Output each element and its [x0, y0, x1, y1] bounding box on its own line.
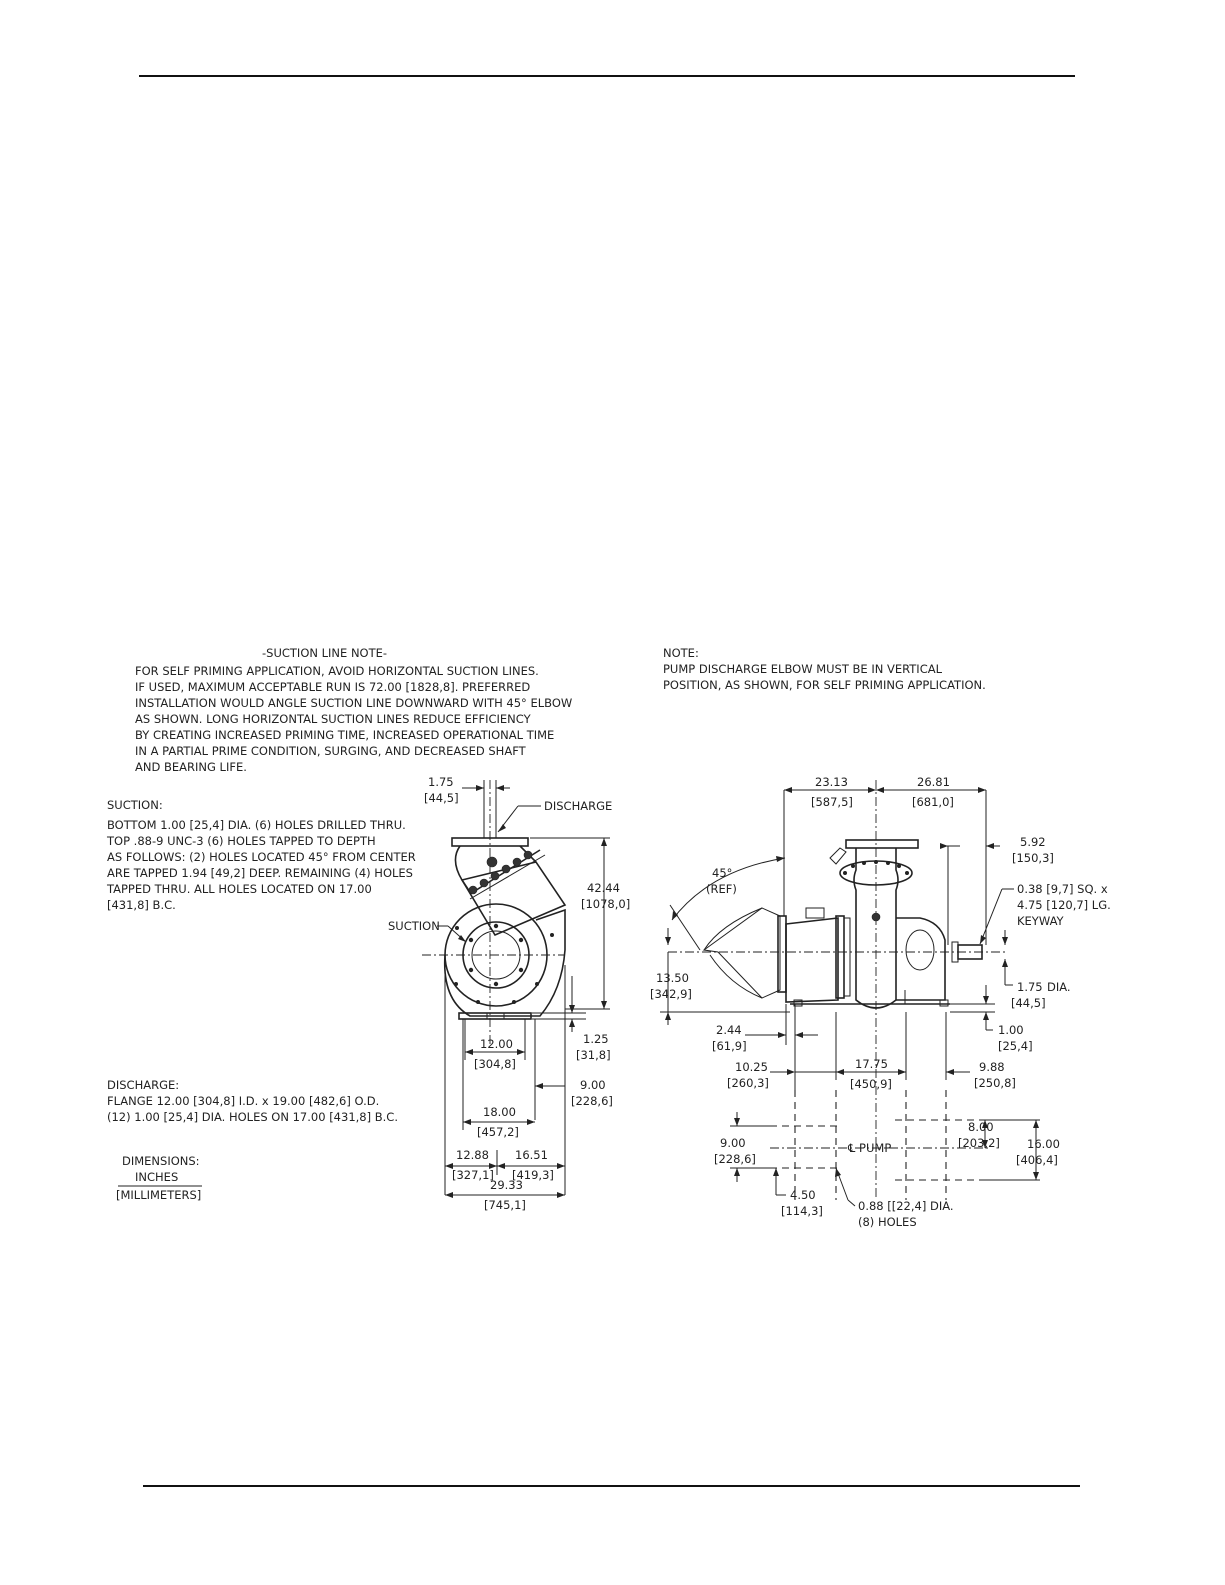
svg-text:(8) HOLES: (8) HOLES [858, 1215, 917, 1229]
discharge-callout: DISCHARGE [544, 799, 613, 813]
suction-spec-line: [431,8] B.C. [107, 898, 176, 912]
svg-text:8.00: 8.00 [968, 1120, 994, 1134]
suction-spec-line: TOP .88-9 UNC-3 (6) HOLES TAPPED TO DEPTH [107, 834, 376, 848]
suction-note-line: FOR SELF PRIMING APPLICATION, AVOID HORIZONTAL SUCTION LINES. [135, 664, 539, 678]
suction-note-line: AS SHOWN. LONG HORIZONTAL SUCTION LINES REDUCE EFFICIENCY [135, 712, 531, 726]
svg-text:[114,3]: [114,3] [781, 1204, 823, 1218]
dimension-1-75-shaft [1002, 930, 1071, 1010]
units-legend-title: DIMENSIONS: [122, 1154, 200, 1168]
dimension-1-75 [424, 775, 510, 838]
svg-text:13.50: 13.50 [656, 971, 689, 985]
svg-text:[745,1]: [745,1] [484, 1198, 526, 1212]
svg-text:1.25: 1.25 [583, 1032, 609, 1046]
pump-side-view [668, 780, 1005, 1200]
svg-text:[681,0]: [681,0] [912, 795, 954, 809]
svg-text:[450,9]: [450,9] [850, 1077, 892, 1091]
svg-text:[250,8]: [250,8] [974, 1076, 1016, 1090]
svg-text:[587,5]: [587,5] [811, 795, 853, 809]
dimension-8-00 [958, 1120, 1000, 1150]
svg-text:1.00: 1.00 [998, 1023, 1024, 1037]
suction-spec-line: AS FOLLOWS: (2) HOLES LOCATED 45° FROM CENTER [107, 850, 416, 864]
suction-spec-line: TAPPED THRU. ALL HOLES LOCATED ON 17.00 [107, 882, 372, 896]
suction-note-line: IF USED, MAXIMUM ACCEPTABLE RUN IS 72.00 [1828,8]. PREFERRED [135, 680, 531, 694]
svg-text:9.00: 9.00 [580, 1078, 606, 1092]
svg-text:12.88: 12.88 [456, 1148, 489, 1162]
svg-text:[25,4]: [25,4] [998, 1039, 1033, 1053]
mounting-holes-callout [835, 1168, 954, 1229]
pump-centerline-label: ℄ PUMP [848, 1141, 892, 1155]
svg-text:[342,9]: [342,9] [650, 987, 692, 1001]
suction-note-line: INSTALLATION WOULD ANGLE SUCTION LINE DOWNWARD WITH 45° ELBOW [135, 696, 573, 710]
svg-text:45°: 45° [712, 866, 733, 880]
suction-note-line: BY CREATING INCREASED PRIMING TIME, INCREASED OPERATIONAL TIME [135, 728, 555, 742]
suction-line-note [135, 646, 572, 774]
angle-callout [670, 856, 785, 950]
svg-text:42.44: 42.44 [587, 881, 620, 895]
discharge-note-line: POSITION, AS SHOWN, FOR SELF PRIMING APPLICATION. [663, 678, 986, 692]
svg-text:4.75 [120,7] LG.: 4.75 [120,7] LG. [1017, 898, 1111, 912]
discharge-elbow [455, 846, 470, 892]
svg-text:1.75: 1.75 [428, 775, 454, 789]
svg-text:26.81: 26.81 [917, 775, 950, 789]
svg-text:4.50: 4.50 [790, 1188, 816, 1202]
suction-spec [106, 798, 416, 912]
svg-text:[1078,0]: [1078,0] [581, 897, 631, 911]
svg-text:9.00: 9.00 [720, 1136, 746, 1150]
suction-note-line: AND BEARING LIFE. [135, 760, 247, 774]
svg-text:23.13: 23.13 [815, 775, 848, 789]
svg-text:DIA.: DIA. [1047, 980, 1071, 994]
dimension-12-88-16-51 [445, 1148, 565, 1182]
svg-text:[304,8]: [304,8] [474, 1057, 516, 1071]
units-legend-millimeters: [MILLIMETERS] [116, 1188, 202, 1202]
suction-spec-line: ARE TAPPED 1.94 [49,2] DEEP. REMAINING (4) HOLES [107, 866, 413, 880]
svg-text:2.44: 2.44 [716, 1023, 742, 1037]
svg-text:[228,6]: [228,6] [714, 1152, 756, 1166]
svg-text:[419,3]: [419,3] [512, 1168, 554, 1182]
svg-text:9.88: 9.88 [979, 1060, 1005, 1074]
side-casing [786, 918, 838, 1002]
svg-text:12.00: 12.00 [480, 1037, 513, 1051]
dimension-42-44 [530, 838, 630, 1009]
svg-text:[44,5]: [44,5] [424, 791, 459, 805]
svg-text:16.51: 16.51 [515, 1148, 548, 1162]
svg-text:0.38 [9,7] SQ. x: 0.38 [9,7] SQ. x [1017, 882, 1108, 896]
svg-text:[44,5]: [44,5] [1011, 996, 1046, 1010]
svg-text:29.33: 29.33 [490, 1178, 523, 1192]
side-discharge-flange [846, 840, 918, 848]
keyway-callout [980, 882, 1111, 944]
discharge-note [663, 646, 986, 692]
suction-note-title: -SUCTION LINE NOTE- [262, 646, 388, 660]
discharge-note-line: PUMP DISCHARGE ELBOW MUST BE IN VERTICAL [663, 662, 943, 676]
dimension-16-00 [985, 1120, 1060, 1180]
discharge-spec-title: DISCHARGE: [107, 1078, 180, 1092]
svg-text:17.75: 17.75 [855, 1057, 888, 1071]
dimension-10-25-17-75-9-88 [727, 1012, 1016, 1091]
suction-callout: SUCTION [388, 919, 440, 933]
svg-text:[228,6]: [228,6] [571, 1094, 613, 1108]
flange-bolt-icon [469, 886, 477, 894]
units-legend [116, 1154, 202, 1202]
discharge-note-title: NOTE: [663, 646, 699, 660]
dimension-23-13-26-81 [784, 775, 986, 945]
discharge-spec [107, 1078, 398, 1124]
suction-spec-line: BOTTOM 1.00 [25,4] DIA. (6) HOLES DRILLED THRU. [107, 818, 406, 832]
svg-text:[61,9]: [61,9] [712, 1039, 747, 1053]
suction-note-line: IN A PARTIAL PRIME CONDITION, SURGING, AND DECREASED SHAFT [135, 744, 526, 758]
dimension-29-33 [445, 1178, 565, 1212]
svg-text:[327,1]: [327,1] [452, 1168, 494, 1182]
svg-text:[406,4]: [406,4] [1016, 1153, 1058, 1167]
svg-text:10.25: 10.25 [735, 1060, 768, 1074]
svg-text:[150,3]: [150,3] [1012, 851, 1054, 865]
svg-text:16.00: 16.00 [1027, 1137, 1060, 1151]
dimension-4-50 [773, 1168, 823, 1218]
svg-text:1.75: 1.75 [1017, 980, 1043, 994]
svg-text:[457,2]: [457,2] [477, 1125, 519, 1139]
svg-text:5.92: 5.92 [1020, 835, 1046, 849]
dimension-1-25 [532, 976, 611, 1062]
discharge-spec-line: FLANGE 12.00 [304,8] I.D. x 19.00 [482,6] O.D. [107, 1094, 380, 1108]
dimension-13-50 [650, 928, 790, 1025]
dimension-9-00-base [714, 1112, 770, 1182]
svg-text:KEYWAY: KEYWAY [1017, 914, 1064, 928]
units-legend-inches: INCHES [135, 1170, 179, 1184]
svg-text:18.00: 18.00 [483, 1105, 516, 1119]
svg-text:[31,8]: [31,8] [576, 1048, 611, 1062]
side-suction-flange [778, 916, 786, 992]
suction-spec-title: SUCTION: [107, 798, 163, 812]
svg-text:(REF): (REF) [706, 882, 737, 896]
svg-text:[260,3]: [260,3] [727, 1076, 769, 1090]
dimension-12-00 [465, 1019, 525, 1071]
discharge-spec-line: (12) 1.00 [25,4] DIA. HOLES ON 17.00 [431,8] B.C. [107, 1110, 398, 1124]
svg-text:[203,2]: [203,2] [958, 1136, 1000, 1150]
svg-text:0.88 [[22,4] DIA.: 0.88 [[22,4] DIA. [858, 1199, 954, 1213]
